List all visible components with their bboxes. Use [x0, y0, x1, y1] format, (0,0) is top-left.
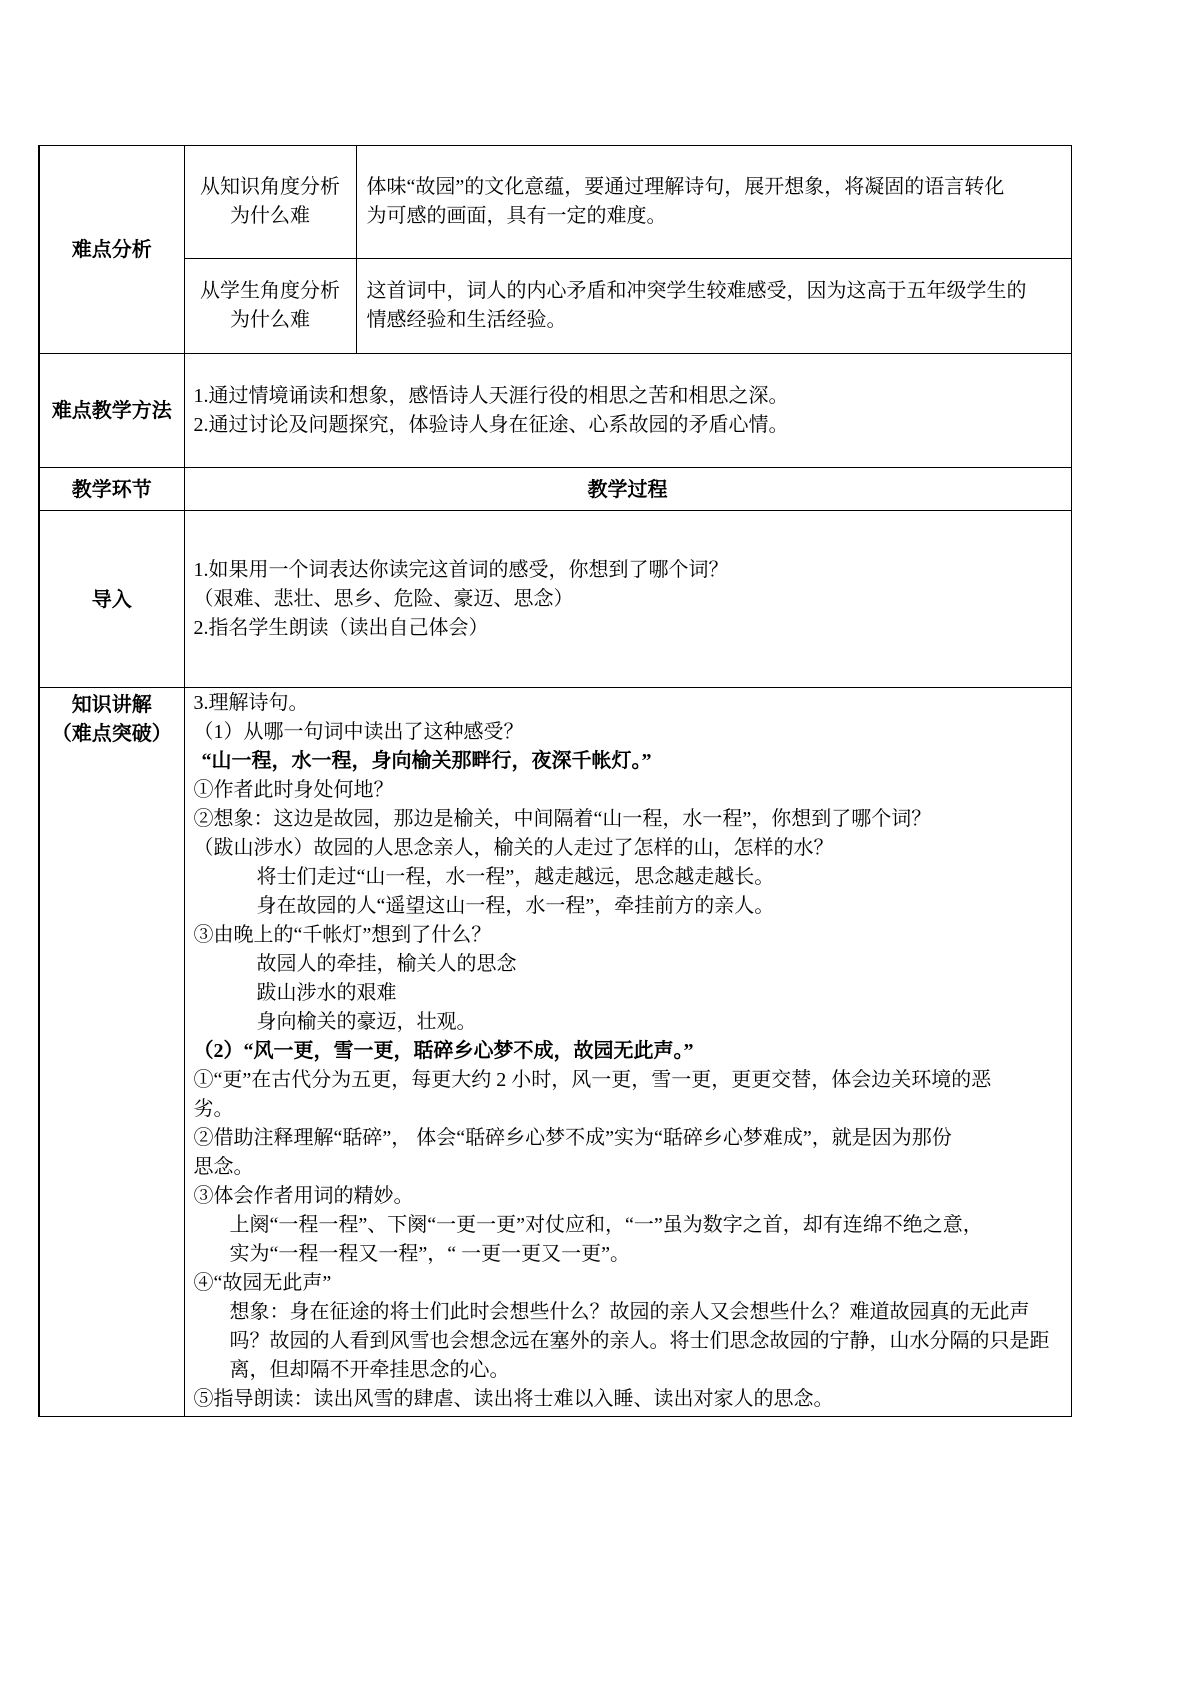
text-line: ③由晚上的“千帐灯”想到了什么？: [193, 924, 492, 946]
knowledge-content: [184, 688, 1071, 1417]
indented-paragraph: [194, 1298, 1063, 1385]
text-line: （跋山涉水）故园的人思念亲人，榆关的人走过了怎样的山，怎样的水？: [193, 837, 834, 859]
text-line: ①作者此时身处何地？: [193, 779, 394, 801]
text-line: 将士们走过“山一程，水一程”，越走越远，思念越走越长。: [256, 866, 775, 888]
analysis-line: 体味“故园”的文化意蕴，要通过理解诗句，展开想象，将凝固的语言转化: [366, 176, 1005, 198]
method-item: 2.通过讨论及问题探究，体验诗人身在征途、心系故园的矛盾心情。: [193, 413, 789, 436]
knowledge-row: [39, 688, 1071, 1417]
difficulty-analysis-row-student: [39, 259, 1071, 354]
knowledge-label-line: （难点突破）: [51, 721, 172, 745]
text-line: ②借助注释理解“聒碎”， 体会“聒碎乡心梦不成”实为“聒碎乡心梦难成”，就是因为那份: [193, 1127, 952, 1149]
poem-line: “山一程，水一程，身向榆关那畔行，夜深千帐灯。”: [201, 750, 652, 772]
analysis-line: 这首词中，词人的内心矛盾和冲突学生较难感受，因为这高于五年级学生的: [366, 280, 1027, 302]
process-header-row: [39, 468, 1071, 511]
aspect-line: 从知识角度分析: [200, 176, 340, 198]
intro-line: 1.如果用一个词表达你读完这首词的感受，你想到了哪个词？: [193, 558, 729, 581]
indented-paragraph: [194, 1008, 1063, 1037]
paragraph: [194, 805, 1063, 834]
indented-paragraph: [194, 892, 1063, 921]
text-line: ⑤指导朗读：读出风雪的肆虐、读出将士难以入睡、读出对家人的思念。: [193, 1388, 834, 1410]
process-header: 教学过程: [184, 468, 1071, 511]
text-line: 跋山涉水的艰难: [256, 982, 397, 1004]
knowledge-label: [39, 688, 184, 1417]
intro-content: [184, 511, 1071, 688]
paragraph: [194, 1385, 1063, 1414]
aspect-cell-student: [184, 259, 356, 354]
poem-line: （2）“风一更，雪一更，聒碎乡心梦不成，故园无此声。”: [193, 1040, 694, 1062]
text-line: ④“故园无此声”: [193, 1272, 332, 1294]
text-line: ①“更”在古代分为五更，每更大约 2 小时，风一更，雪一更，更更交替，体会边关环境的恶: [193, 1069, 992, 1091]
text-line: 吗？故园的人看到风雪也会想念远在塞外的亲人。将士们思念故园的宁静，山水分隔的只是距: [229, 1330, 1050, 1352]
poem-quote: [194, 1037, 1063, 1066]
aspect-line: 为什么难: [230, 205, 310, 227]
text-line: ②想象：这边是故园，那边是榆关，中间隔着“山一程，水一程”，你想到了哪个词？: [193, 808, 932, 830]
analysis-line: 情感经验和生活经验。: [366, 309, 567, 331]
intro-line: （艰难、悲壮、思乡、危险、豪迈、思念）: [193, 587, 574, 610]
indented-paragraph: [194, 950, 1063, 979]
intro-line: 2.指名学生朗读（读出自己体会）: [193, 616, 489, 639]
text-line: 身向榆关的豪迈，壮观。: [256, 1011, 477, 1033]
aspect-line: 从学生角度分析: [200, 280, 340, 302]
text-line: 实为“一程一程又一程”，“ 一更一更又一更”。: [229, 1243, 631, 1265]
text-line: 思念。: [193, 1156, 254, 1178]
question-heading: （1）从哪一句词中读出了这种感受？: [193, 721, 524, 743]
stage-header: 教学环节: [39, 468, 184, 511]
text-line: 想象：身在征途的将士们此时会想些什么？故园的亲人又会想些什么？难道故园真的无此声: [229, 1301, 1030, 1323]
difficulty-analysis-row-knowledge: [39, 146, 1071, 259]
text-line: 上阕“一程一程”、下阕“一更一更”对仗应和，“一”虽为数字之首，却有连绵不绝之意，: [229, 1214, 983, 1236]
lesson-plan-table: [38, 145, 1072, 1417]
indented-paragraph: [194, 1211, 1063, 1269]
analysis-text-student: [356, 259, 1071, 354]
paragraph: [194, 776, 1063, 805]
paragraph: [194, 718, 1063, 747]
paragraph: [194, 921, 1063, 950]
paragraph: [194, 1124, 1063, 1182]
poem-quote: [194, 747, 1063, 776]
paragraph: [194, 1269, 1063, 1298]
paragraph: [194, 1066, 1063, 1124]
knowledge-label-line: 知识讲解: [71, 692, 152, 716]
indented-paragraph: [194, 979, 1063, 1008]
paragraph: [194, 834, 1063, 863]
teaching-methods-content: [184, 354, 1071, 468]
indented-paragraph: [194, 863, 1063, 892]
analysis-text-knowledge: [356, 146, 1071, 259]
teaching-methods-row: [39, 354, 1071, 468]
text-line: 劣。: [193, 1098, 234, 1120]
analysis-line: 为可感的画面，具有一定的难度。: [366, 205, 667, 227]
text-line: 离，但却隔不开牵挂思念的心。: [229, 1359, 510, 1381]
text-line: ③体会作者用词的精妙。: [193, 1185, 414, 1207]
text-line: 身在故园的人“遥望这山一程，水一程”，牵挂前方的亲人。: [256, 895, 775, 917]
method-item: 1.通过情境诵读和想象，感悟诗人天涯行役的相思之苦和相思之深。: [193, 384, 789, 407]
teaching-methods-label: 难点教学方法: [39, 354, 184, 468]
step-heading: 3.理解诗句。: [193, 692, 309, 714]
aspect-cell-knowledge: [184, 146, 356, 259]
difficulty-analysis-label: 难点分析: [39, 146, 184, 354]
paragraph: [194, 1182, 1063, 1211]
text-line: 故园人的牵挂，榆关人的思念: [256, 953, 517, 975]
intro-label: 导入: [39, 511, 184, 688]
intro-row: [39, 511, 1071, 688]
paragraph: [194, 689, 1063, 718]
aspect-line: 为什么难: [230, 309, 310, 331]
